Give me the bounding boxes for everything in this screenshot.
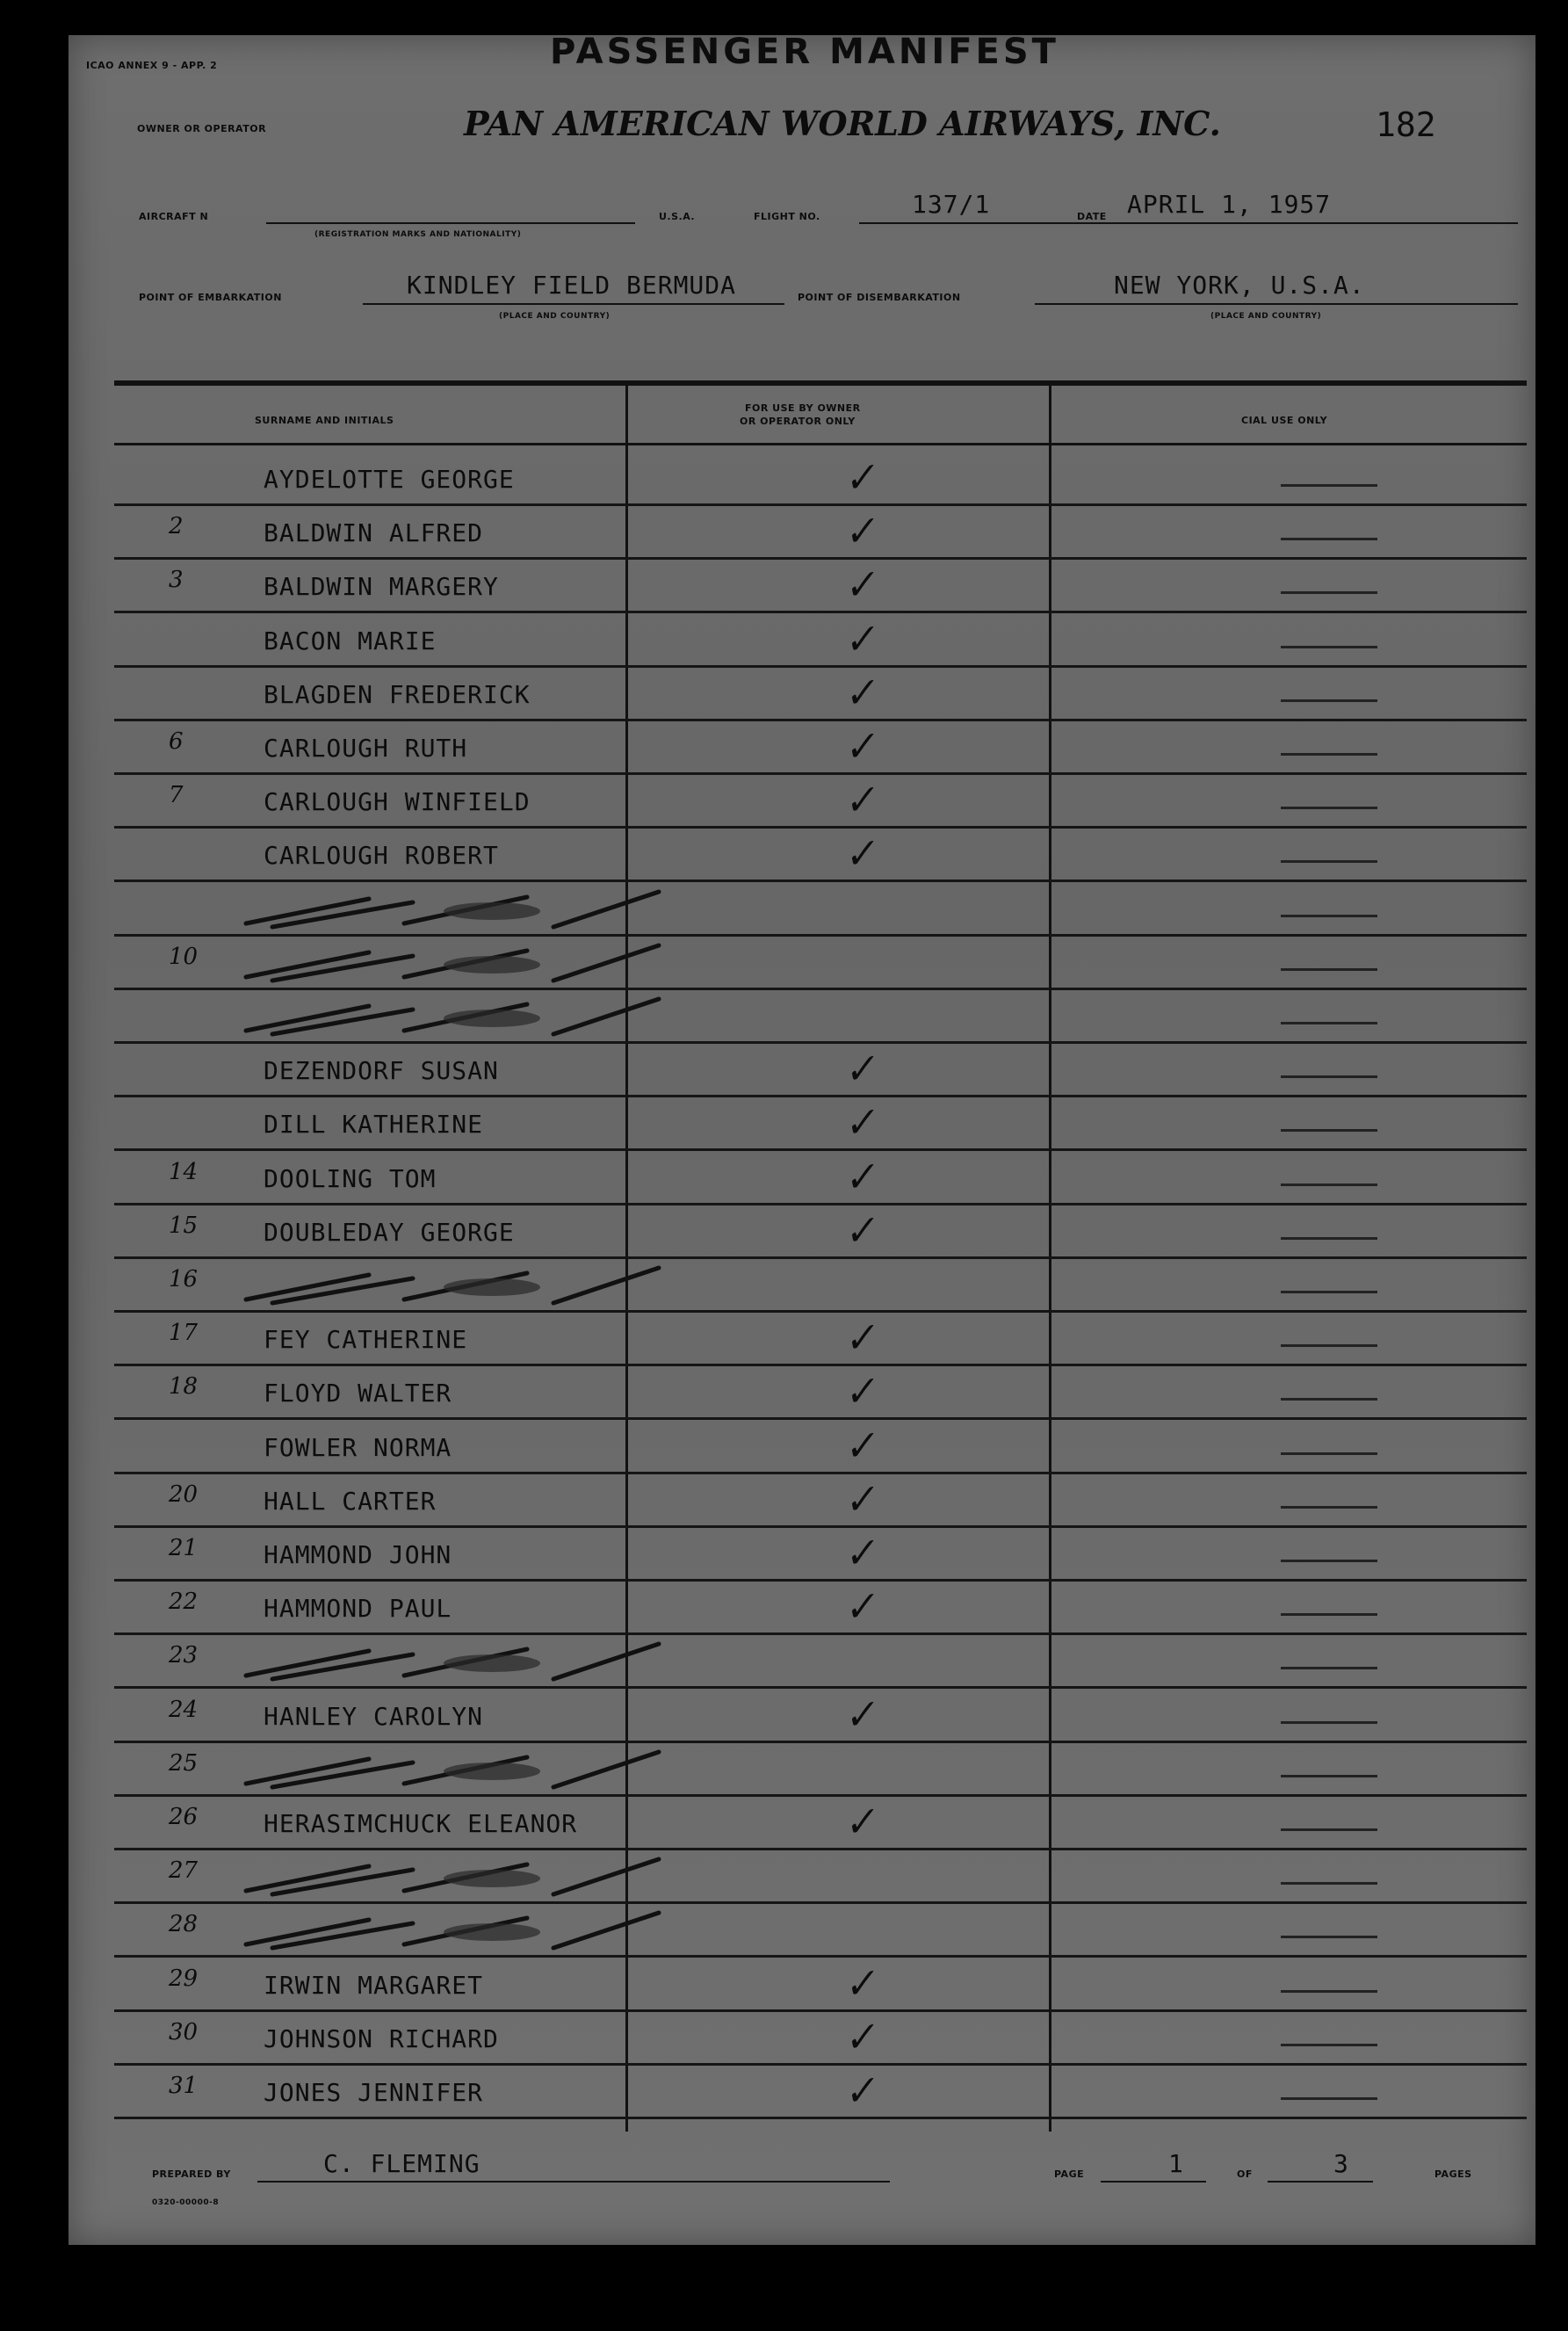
check-mark-icon: ✓: [840, 1475, 879, 1525]
passenger-name: FOWLER NORMA: [264, 1432, 452, 1462]
passenger-row: [114, 1797, 1527, 1850]
aircraft-label: AIRCRAFT N: [139, 211, 209, 222]
strikethrough-scribble: [237, 942, 729, 984]
date-label: DATE: [1077, 211, 1107, 222]
struck-row: [114, 1635, 1527, 1689]
check-mark-icon: ✓: [840, 1582, 879, 1632]
check-mark-icon: ✓: [840, 1099, 879, 1148]
passenger-name: DOOLING TOM: [264, 1163, 437, 1193]
struck-row: [114, 937, 1527, 990]
icao-stamp: ICAO ANNEX 9 - APP. 2: [86, 60, 218, 71]
check-mark-icon: ✓: [840, 1045, 879, 1095]
passenger-row: [114, 506, 1527, 560]
passenger-row: [114, 829, 1527, 882]
page-label: PAGE: [1054, 2168, 1085, 2180]
official-dash: [1281, 484, 1377, 487]
official-dash: [1281, 538, 1377, 540]
row-number: 20: [169, 1480, 199, 1508]
passenger-name: DILL KATHERINE: [264, 1110, 484, 1140]
owner-use-header-line2: OR OPERATOR ONLY: [740, 416, 856, 427]
check-mark-icon: ✓: [840, 2067, 879, 2117]
passenger-row: [114, 1205, 1527, 1259]
official-dash: [1281, 1721, 1377, 1724]
struck-row: [114, 1743, 1527, 1797]
form-code: 0320-00000-8: [152, 2198, 220, 2207]
check-mark-icon: ✓: [840, 1206, 879, 1256]
row-number: 3: [169, 567, 184, 594]
passenger-row: [114, 1421, 1527, 1474]
row-number: 24: [169, 1696, 199, 1723]
official-dash: [1281, 1667, 1377, 1669]
row-number: 21: [169, 1535, 199, 1561]
official-dash: [1281, 1936, 1377, 1938]
row-number: 26: [169, 1804, 199, 1830]
passenger-name: BACON MARIE: [264, 626, 437, 655]
row-number: 18: [169, 1373, 199, 1401]
passenger-name: AYDELOTTE GEORGE: [264, 465, 515, 494]
strikethrough-scribble: [237, 1856, 729, 1898]
official-dash: [1281, 1882, 1377, 1885]
flight-number: 137/1: [912, 190, 991, 219]
row-number: 29: [169, 1965, 199, 1992]
passenger-name: DEZENDORF SUSAN: [264, 1056, 499, 1086]
strikethrough-scribble: [237, 1640, 729, 1683]
strikethrough-scribble: [237, 1264, 729, 1307]
passenger-name: CARLOUGH WINFIELD: [264, 787, 531, 817]
official-dash: [1281, 1344, 1377, 1347]
manifest-sheet: [69, 32, 1535, 2245]
of-label: OF: [1237, 2168, 1253, 2180]
check-mark-icon: ✓: [840, 722, 879, 772]
prepared-label: PREPARED BY: [152, 2168, 231, 2180]
official-use-header: CIAL USE ONLY: [1241, 415, 1328, 426]
row-number: 17: [169, 1320, 199, 1347]
official-dash: [1281, 646, 1377, 648]
official-dash: [1281, 968, 1377, 971]
struck-row: [114, 1904, 1527, 1958]
check-mark-icon: ✓: [840, 669, 879, 719]
passenger-name: HANLEY CAROLYN: [264, 1701, 484, 1731]
embark-sub: (PLACE AND COUNTRY): [499, 312, 611, 321]
passenger-name: JOHNSON RICHARD: [264, 2023, 499, 2053]
page-number: 1: [1168, 2149, 1184, 2178]
prepared-by: C. FLEMING: [323, 2149, 481, 2178]
passenger-name: JONES JENNIFER: [264, 2078, 484, 2107]
check-mark-icon: ✓: [840, 830, 879, 880]
official-dash: [1281, 1990, 1377, 1993]
check-mark-icon: ✓: [840, 1798, 879, 1848]
row-number: 15: [169, 1212, 199, 1239]
passenger-row: [114, 668, 1527, 721]
check-mark-icon: ✓: [840, 2013, 879, 2063]
check-mark-icon: ✓: [840, 1959, 879, 2009]
passenger-row: [114, 1097, 1527, 1151]
check-mark-icon: ✓: [840, 1529, 879, 1579]
row-number: 27: [169, 1857, 199, 1885]
passenger-name: IRWIN MARGARET: [264, 1970, 484, 2000]
embarkation-point: KINDLEY FIELD BERMUDA: [407, 271, 737, 300]
flight-label: FLIGHT NO.: [754, 211, 820, 222]
passenger-row: [114, 775, 1527, 829]
passenger-name: DOUBLEDAY GEORGE: [264, 1217, 515, 1247]
passenger-name: BLAGDEN FREDERICK: [264, 679, 531, 709]
check-mark-icon: ✓: [840, 776, 879, 826]
struck-row: [114, 1259, 1527, 1313]
strikethrough-scribble: [237, 888, 729, 930]
row-number: 7: [169, 782, 184, 809]
passenger-row: [114, 1474, 1527, 1528]
official-dash: [1281, 1398, 1377, 1401]
check-mark-icon: ✓: [840, 507, 879, 557]
struck-row: [114, 990, 1527, 1044]
check-mark-icon: ✓: [840, 453, 879, 503]
passenger-name: HAMMOND JOHN: [264, 1540, 452, 1569]
official-dash: [1281, 1613, 1377, 1616]
official-dash: [1281, 1291, 1377, 1293]
check-mark-icon: ✓: [840, 1368, 879, 1417]
row-number: 25: [169, 1749, 199, 1777]
aircraft-sub: (REGISTRATION MARKS AND NATIONALITY): [314, 230, 522, 239]
official-dash: [1281, 753, 1377, 756]
struck-row: [114, 1850, 1527, 1904]
check-mark-icon: ✓: [840, 1314, 879, 1364]
passenger-row: [114, 1582, 1527, 1635]
disembarkation-point: NEW YORK, U.S.A.: [1114, 271, 1365, 300]
owner-use-header-line1: FOR USE BY OWNER: [745, 402, 861, 414]
passenger-name: HALL CARTER: [264, 1486, 437, 1516]
row-number: 2: [169, 513, 184, 540]
official-dash: [1281, 2044, 1377, 2046]
owner-label: OWNER OR OPERATOR: [137, 123, 267, 134]
strikethrough-scribble: [237, 1909, 729, 1951]
row-number: 6: [169, 728, 184, 755]
passenger-name: CARLOUGH ROBERT: [264, 841, 499, 871]
passenger-row: [114, 560, 1527, 613]
strikethrough-scribble: [237, 995, 729, 1038]
passenger-row: [114, 721, 1527, 775]
official-dash: [1281, 1560, 1377, 1562]
row-number: 23: [169, 1642, 199, 1669]
passenger-row: [114, 614, 1527, 668]
passenger-row: [114, 1044, 1527, 1097]
passenger-row: [114, 2012, 1527, 2066]
official-dash: [1281, 699, 1377, 702]
form-title: PASSENGER MANIFEST: [550, 32, 1059, 72]
passenger-row: [114, 1366, 1527, 1420]
usa-label: U.S.A.: [659, 211, 696, 222]
check-mark-icon: ✓: [840, 1690, 879, 1740]
official-dash: [1281, 2097, 1377, 2100]
passenger-row: [114, 1152, 1527, 1205]
pages-label: PAGES: [1434, 2168, 1472, 2180]
strikethrough-scribble: [237, 1748, 729, 1791]
official-dash: [1281, 860, 1377, 863]
passenger-name: HERASIMCHUCK ELEANOR: [264, 1809, 578, 1838]
row-number: 30: [169, 2018, 199, 2045]
struck-row: [114, 883, 1527, 937]
embark-label: POINT OF EMBARKATION: [139, 292, 282, 303]
disembark-label: POINT OF DISEMBARKATION: [798, 292, 961, 303]
operator-name: PAN AMERICAN WORLD AIRWAYS, INC.: [464, 104, 1221, 143]
passenger-row: [114, 2066, 1527, 2119]
official-dash: [1281, 1129, 1377, 1132]
passenger-row: [114, 452, 1527, 506]
sheet-number: 182: [1376, 105, 1436, 144]
passenger-row: [114, 1690, 1527, 1743]
passenger-name: HAMMOND PAUL: [264, 1594, 452, 1624]
official-dash: [1281, 1075, 1377, 1078]
row-number: 28: [169, 1911, 199, 1938]
passenger-name: FEY CATHERINE: [264, 1325, 468, 1355]
passenger-row: [114, 1958, 1527, 2012]
surname-header: SURNAME AND INITIALS: [255, 415, 394, 426]
official-dash: [1281, 807, 1377, 809]
official-dash: [1281, 1506, 1377, 1509]
flight-date: APRIL 1, 1957: [1127, 190, 1332, 219]
official-dash: [1281, 1022, 1377, 1024]
official-dash: [1281, 1452, 1377, 1455]
check-mark-icon: ✓: [840, 1153, 879, 1202]
row-number: 10: [169, 943, 199, 970]
passenger-name: BALDWIN MARGERY: [264, 572, 499, 602]
row-number: 22: [169, 1589, 199, 1616]
official-dash: [1281, 1775, 1377, 1777]
official-dash: [1281, 1828, 1377, 1831]
passenger-name: BALDWIN ALFRED: [264, 518, 484, 548]
check-mark-icon: ✓: [840, 615, 879, 664]
check-mark-icon: ✓: [840, 1422, 879, 1471]
official-dash: [1281, 591, 1377, 594]
row-number: 16: [169, 1266, 199, 1292]
disembark-sub: (PLACE AND COUNTRY): [1210, 312, 1322, 321]
passenger-name: FLOYD WALTER: [264, 1379, 452, 1408]
row-number: 31: [169, 2073, 199, 2099]
official-dash: [1281, 1237, 1377, 1240]
passenger-row: [114, 1528, 1527, 1582]
passenger-name: CARLOUGH RUTH: [264, 734, 468, 763]
official-dash: [1281, 1184, 1377, 1186]
row-number: 14: [169, 1158, 199, 1185]
passenger-row: [114, 1313, 1527, 1366]
page-total: 3: [1333, 2149, 1349, 2178]
official-dash: [1281, 915, 1377, 917]
check-mark-icon: ✓: [840, 561, 879, 611]
